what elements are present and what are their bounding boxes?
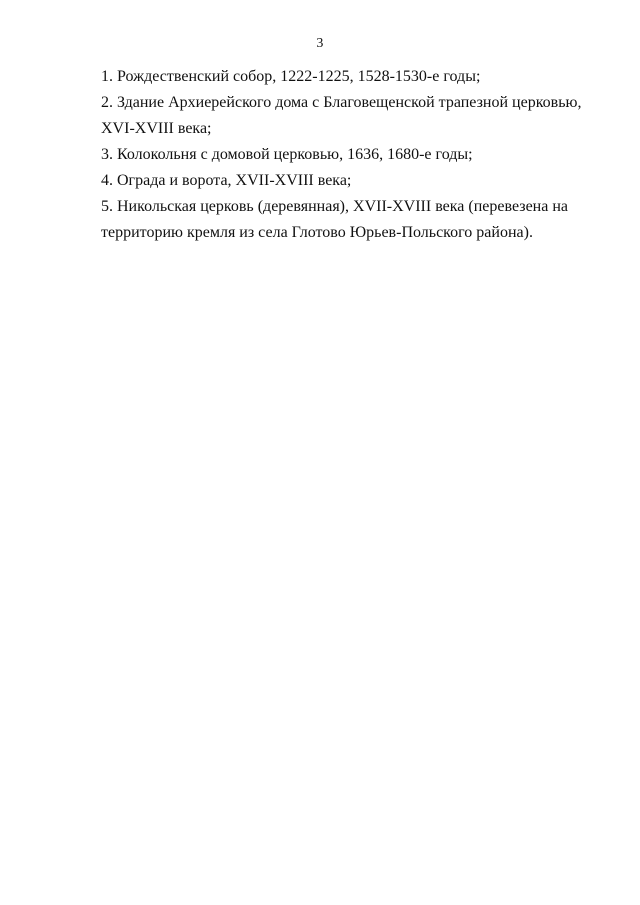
list-item [101,194,571,246]
list-item-text: 2. Здание Архиерейского дома с Благовещенской трапезной церковью, [101,94,582,111]
list-item [101,168,571,194]
page-number: 3 [316,36,324,51]
list-item-text: 4. Ограда и ворота, XVII-XVIII века; [101,172,352,189]
list-item-text: 1. Рождественский собор, 1222-1225, 1528-1530-е годы; [101,68,481,85]
list-item-text: 3. Колокольня с домовой церковью, 1636, 1680-е годы; [101,146,473,163]
list-item [101,64,571,90]
list-item-text-continued: территорию кремля из села Глотово Юрьев-Польского района). [101,224,533,241]
list-item-text-continued: XVI-XVIII века; [101,120,212,137]
heritage-objects-list [101,64,582,246]
list-item [101,90,582,142]
list-item [101,142,571,168]
list-item-text: 5. Никольская церковь (деревянная), XVII-XVIII века (перевезена на [101,198,568,215]
